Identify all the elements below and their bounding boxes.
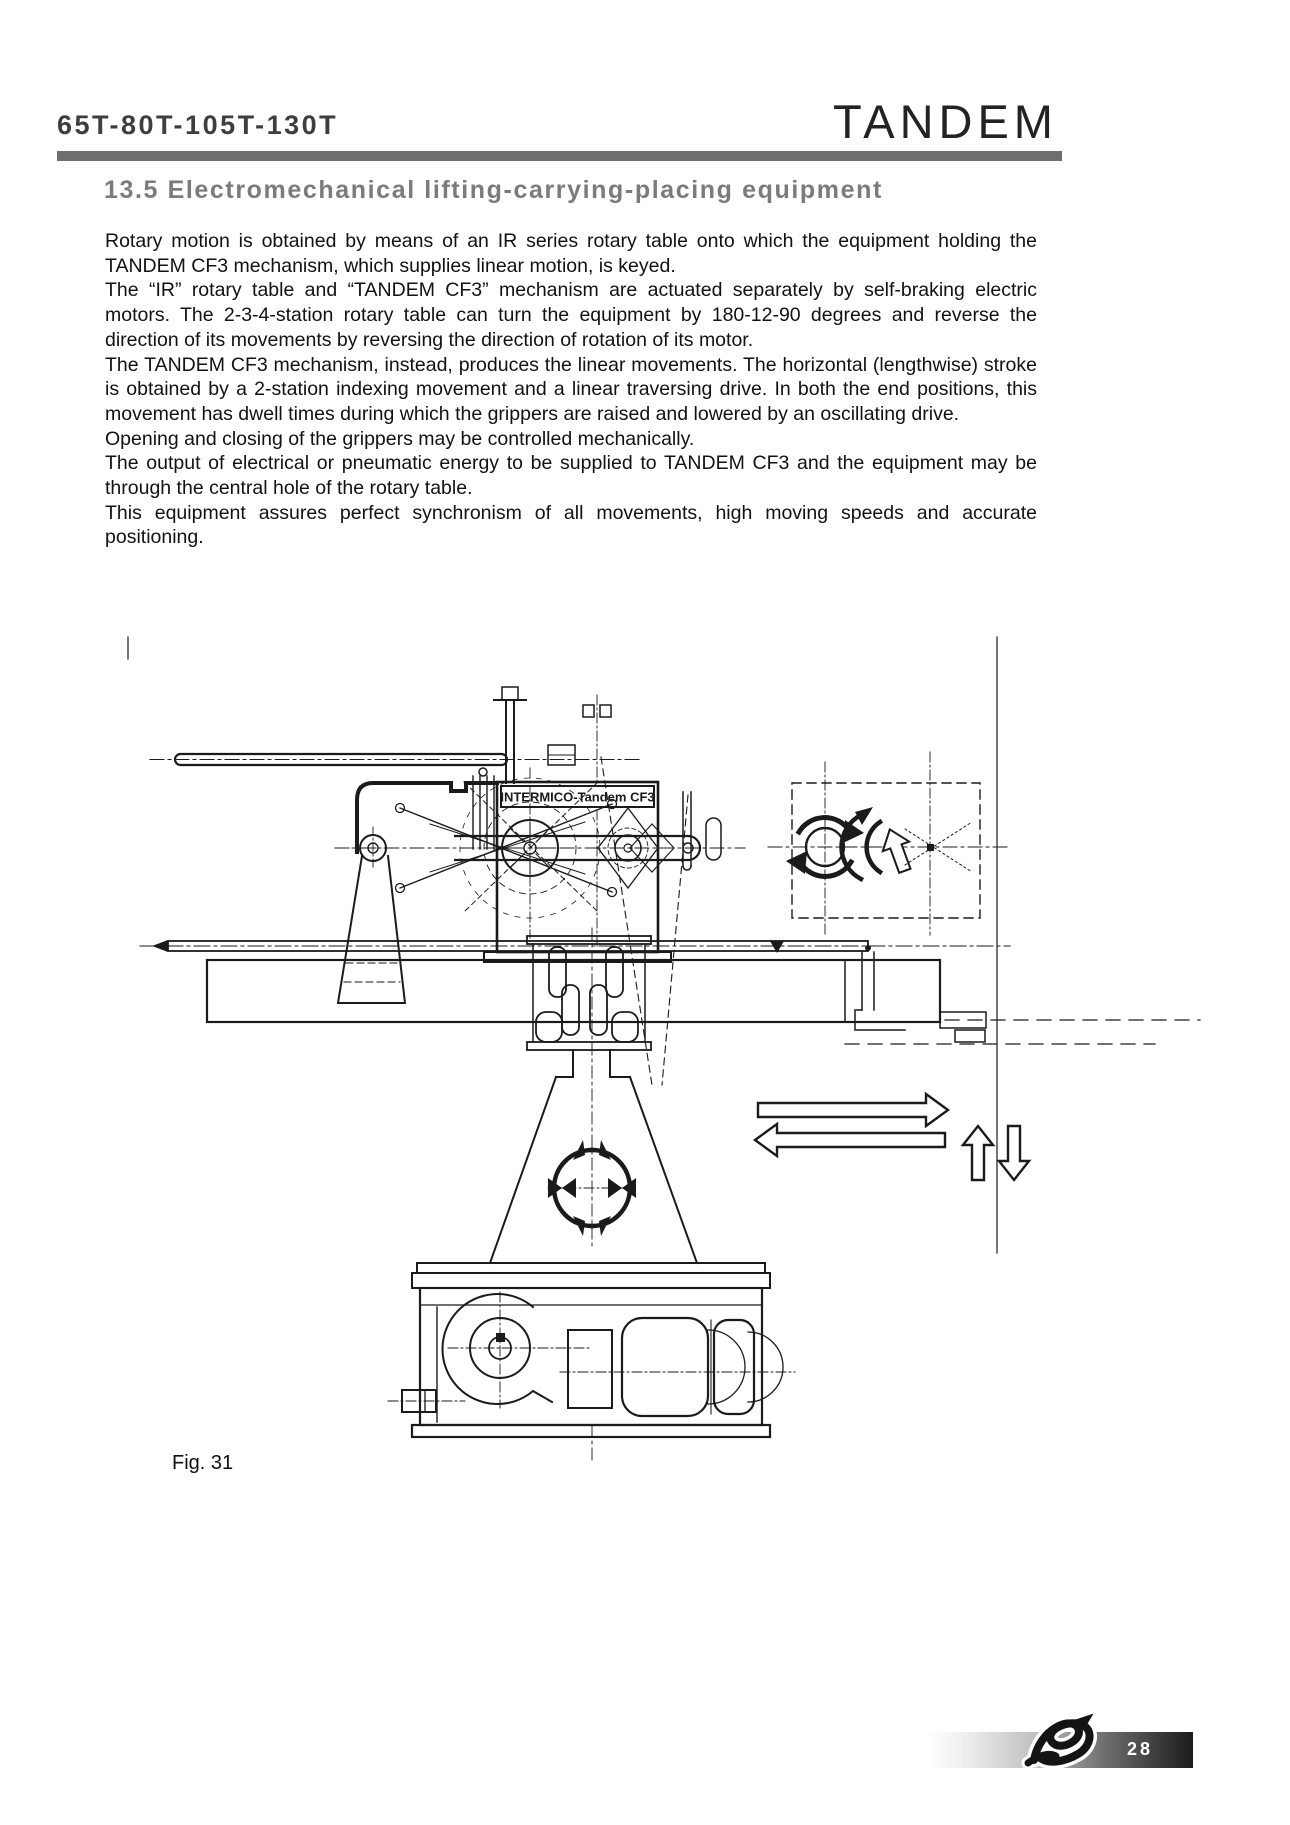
lift-lower-arrows-icon <box>963 1126 1029 1180</box>
rotation-schematic-box <box>768 752 1010 935</box>
section-title: 13.5 Electromechanical lifting-carrying-placing equipment <box>104 176 883 204</box>
carriage-bracket <box>357 768 497 852</box>
base-drive-unit <box>388 1263 795 1460</box>
paragraph: The “IR” rotary table and “TANDEM CF3” mechanism are actuated separately by self-braking electric motors. The 2-3-4-station rotary table can turn the equipment by 180-12-90 degrees and reverse the direction of its movements by reversing the direction of rotation of its motor. <box>105 279 1037 351</box>
page-number: 28 <box>1126 1739 1153 1759</box>
paragraph: Opening and closing of the grippers may be controlled mechanically. <box>105 427 695 450</box>
central-bearing-block <box>527 928 651 1250</box>
pedestal-funnel <box>490 1050 697 1263</box>
paragraph: The output of electrical or pneumatic energy to be supplied to TANDEM CF3 and the equipment may be through the central hole of the rotary table. <box>105 452 1037 500</box>
traverse-direction-arrows-icon <box>755 1094 948 1156</box>
oscillation-arrows-icon <box>841 807 918 879</box>
upper-gripper-rail <box>150 687 640 783</box>
top-construction-marks <box>583 695 611 948</box>
brand-logo-text: TANDEM <box>833 95 1058 148</box>
header-model-codes: 65T-80T-105T-130T <box>57 110 339 140</box>
paragraph: This equipment assures perfect synchronism of all movements, high moving speeds and accurate positioning. <box>105 501 1037 549</box>
figure-caption: Fig. 31 <box>172 1452 234 1474</box>
paragraph: Rotary motion is obtained by means of an IR series rotary table onto which the equipment holding the TANDEM CF3 mechanism, which supplies linear motion, is keyed. <box>105 230 1037 277</box>
drive-motor <box>560 1318 795 1416</box>
figure-label: INTERMICO-Tandem CF3 <box>500 789 655 805</box>
pivot-arm-leg <box>338 827 405 1003</box>
paragraph: The TANDEM CF3 mechanism, instead, produces the linear movements. The horizontal (lengthwise) stroke is obtained by a 2-station indexing movement and a linear traversing drive. In both the end positions, this movement has dwell times during which the grippers are raised and lowered by an oscillating drive. <box>105 353 1037 425</box>
intermico-knot-logo-icon <box>1018 1708 1110 1774</box>
